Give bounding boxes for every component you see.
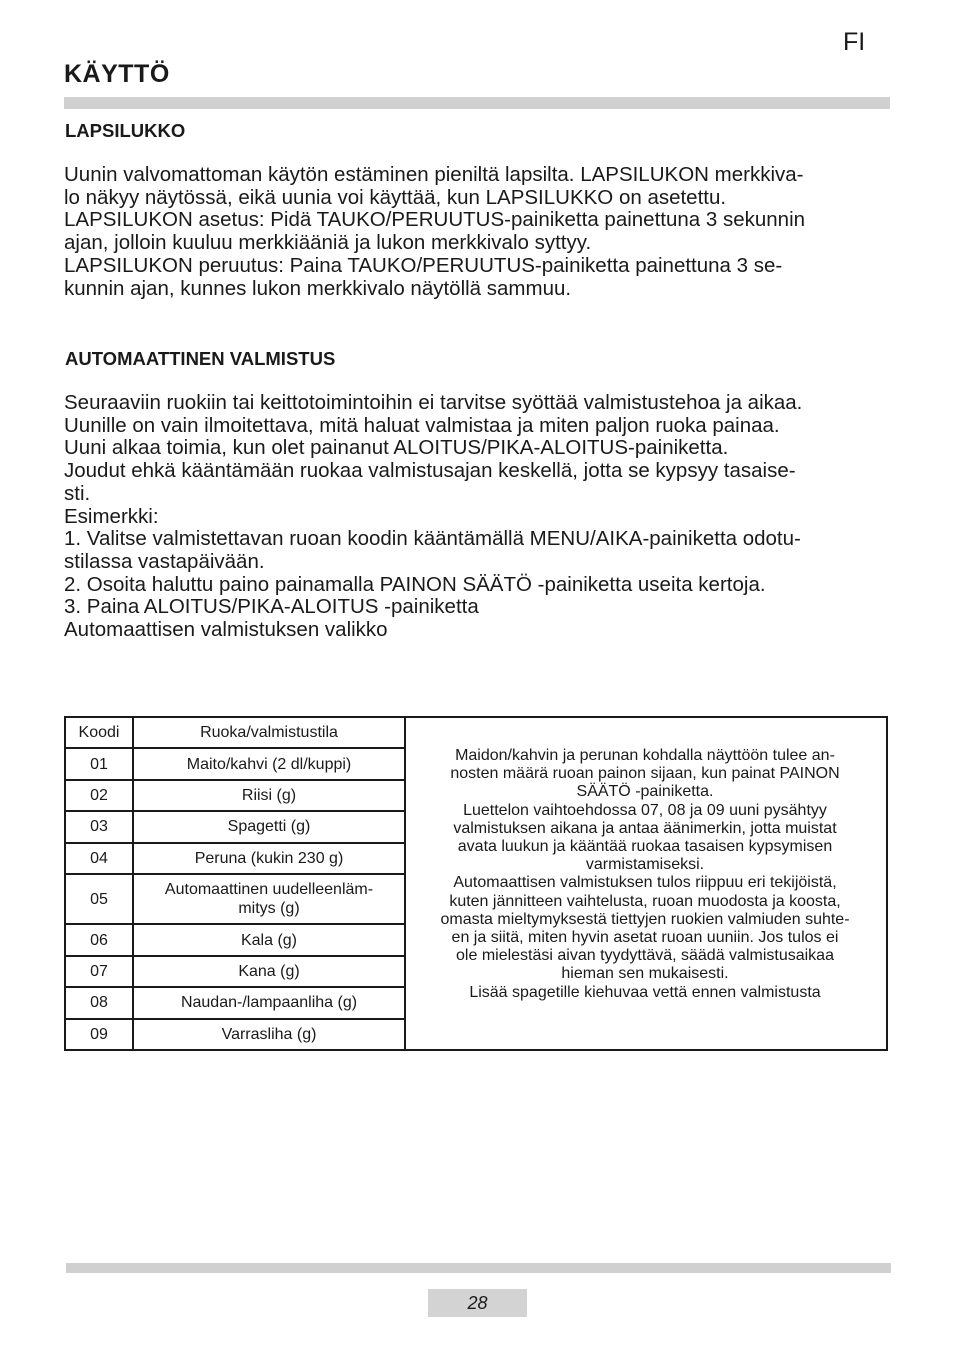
note-line: varmistamiseksi.: [585, 856, 705, 874]
auto-cook-paragraph: [64, 392, 894, 642]
column-header-food: Ruoka/valmistustila: [133, 717, 405, 748]
row-label-line: Automaattinen uudelleenläm-: [164, 881, 374, 899]
note-line: omasta mieltymyksestä tiettyjen ruokien valmiuden suhte-: [440, 910, 850, 928]
paragraph-line: Uunille on vain ilmoitettava, mitä haluat valmistaa ja miten paljon ruoka painaa.: [64, 413, 780, 437]
menu-code-table: [64, 716, 406, 1051]
paragraph-line: LAPSILUKON peruutus: Paina TAUKO/PERUUTUS-painiketta painettuna 3 se-: [64, 253, 783, 277]
notes-text: [404, 747, 886, 1002]
note-line: Automaattisen valmistuksen tulos riippuu eri tekijöistä,: [453, 874, 837, 892]
paragraph-line: ajan, jolloin kuuluu merkkiääniä ja lukon merkkivalo syttyy.: [64, 231, 592, 255]
row-label: [133, 874, 405, 925]
table-row: [65, 748, 405, 779]
table-row: [65, 924, 405, 955]
paragraph-line: Joudut ehkä kääntämään ruokaa valmistusajan keskellä, jotta se kypsyy tasaise-: [64, 459, 796, 483]
paragraph-line: Esimerkki:: [64, 504, 159, 528]
footer-divider: [66, 1263, 891, 1273]
paragraph-line: 2. Osoita haluttu paino painamalla PAINON SÄÄTÖ -painiketta useita kertoja.: [64, 572, 766, 596]
table-row: [65, 843, 405, 874]
note-line: avata luukun ja kääntää ruokaa tasaisen kypsymisen: [457, 838, 833, 856]
table-row: [65, 811, 405, 842]
table-row: [65, 987, 405, 1018]
note-line: Lisää spagetille kiehuvaa vettä ennen valmistusta: [469, 983, 821, 1001]
paragraph-line: LAPSILUKON asetus: Pidä TAUKO/PERUUTUS-painiketta painettuna 3 sekunnin: [64, 208, 806, 232]
table-row: [65, 780, 405, 811]
auto-cook-menu-table: [64, 716, 890, 1051]
paragraph-line: Uunin valvomattoman käytön estäminen pieniltä lapsilta. LAPSILUKON merkkiva-: [64, 163, 804, 186]
row-code: 08: [65, 987, 133, 1018]
notes-cell: [404, 716, 888, 1051]
paragraph-line: 1. Valitse valmistettavan ruoan koodin kääntämällä MENU/AIKA-painiketta odotu-: [64, 527, 801, 551]
column-header-code: Koodi: [65, 717, 133, 748]
row-label-line: mitys (g): [238, 900, 300, 918]
paragraph-line: sti.: [64, 481, 91, 505]
table-header-row: [65, 717, 405, 748]
table-row: [65, 874, 405, 925]
row-code: 09: [65, 1019, 133, 1050]
row-label: Spagetti (g): [133, 811, 405, 842]
row-label: Kana (g): [133, 956, 405, 987]
note-line: valmistuksen aikana ja antaa äänimerkin, jotta muistat: [453, 819, 837, 837]
header-divider: [64, 97, 890, 109]
row-label: Maito/kahvi (2 dl/kuppi): [133, 748, 405, 779]
paragraph-line: kunnin ajan, kunnes lukon merkkivalo näytöllä sammuu.: [64, 276, 572, 300]
row-code: 02: [65, 780, 133, 811]
paragraph-line: Automaattisen valmistuksen valikko: [64, 618, 388, 642]
paragraph-line: stilassa vastapäivään.: [64, 549, 265, 573]
child-lock-paragraph: [64, 164, 894, 300]
note-line: Maidon/kahvin ja perunan kohdalla näyttöön tulee an-: [455, 747, 835, 764]
row-code: 07: [65, 956, 133, 987]
row-code: 06: [65, 924, 133, 955]
row-label: Kala (g): [133, 924, 405, 955]
paragraph-line: Seuraaviin ruokiin tai keittotoimintoihin ei tarvitse syöttää valmistustehoa ja aikaa.: [64, 391, 803, 414]
child-lock-heading: LAPSILUKKO: [65, 120, 186, 141]
row-code: 03: [65, 811, 133, 842]
note-line: Luettelon vaihtoehdossa 07, 08 ja 09 uuni pysähtyy: [463, 801, 827, 819]
note-line: en ja siitä, miten hyvin asetat ruoan uuniin. Jos tulos ei: [451, 929, 839, 947]
note-line: ole mielestäsi aivan tyydyttävä, säädä valmistusaikaa: [456, 947, 834, 965]
paragraph-line: Uuni alkaa toimia, kun olet painanut ALOITUS/PIKA-ALOITUS-painiketta.: [64, 436, 729, 460]
row-label: Peruna (kukin 230 g): [133, 843, 405, 874]
note-line: SÄÄTÖ -painiketta.: [576, 783, 714, 801]
page-title: KÄYTTÖ: [64, 60, 170, 88]
row-code: 05: [65, 874, 133, 925]
paragraph-line: lo näkyy näytössä, eikä uunia voi käyttää, kun LAPSILUKKO on asetettu.: [64, 185, 727, 209]
note-line: kuten jännitteen vaihtelusta, ruoan muodosta ja koosta,: [449, 892, 841, 910]
row-label: Riisi (g): [133, 780, 405, 811]
language-code: FI: [843, 28, 866, 56]
table-row: [65, 956, 405, 987]
row-label: Naudan-/lampaanliha (g): [133, 987, 405, 1018]
table-row: [65, 1019, 405, 1050]
row-code: 04: [65, 843, 133, 874]
row-code: 01: [65, 748, 133, 779]
auto-cook-heading: AUTOMAATTINEN VALMISTUS: [65, 348, 336, 369]
note-line: hieman sen mukaisesti.: [561, 965, 729, 983]
paragraph-line: 3. Paina ALOITUS/PIKA-ALOITUS -painiketta: [64, 595, 479, 619]
page-number: 28: [428, 1289, 527, 1317]
note-line: nosten määrä ruoan painon sijaan, kun painat PAINON: [450, 765, 840, 783]
row-label: Varrasliha (g): [133, 1019, 405, 1050]
